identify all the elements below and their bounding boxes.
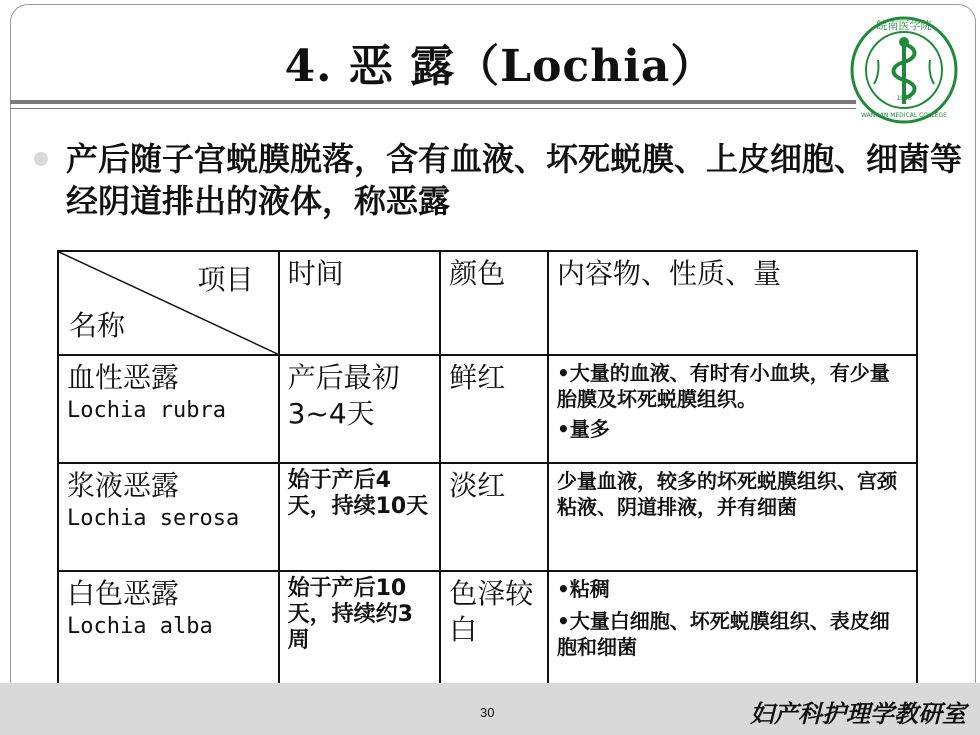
time-cell: 始于产后10天，持续约3周 [279, 571, 441, 687]
intro-text: 产后随子宫蜕膜脱落，含有血液、坏死蜕膜、上皮细胞、细菌等经阴道排出的液体，称恶露 [66, 140, 963, 220]
name-en: Lochia serosa [67, 506, 240, 531]
header-time: 时间 [279, 251, 441, 355]
header-item: 项目 [197, 263, 254, 296]
name-cell [58, 571, 279, 687]
name-cell [58, 355, 279, 463]
page-number: 30 [480, 705, 495, 720]
content-line: •量多 [557, 417, 610, 441]
time-cell: 始于产后4天，持续10天 [279, 463, 441, 571]
content-cell [548, 355, 917, 463]
name-cn: 血性恶露 [67, 361, 180, 394]
footer-department: 妇产科护理学教研室 [750, 700, 966, 728]
name-en: Lochia alba [67, 614, 213, 639]
name-cn: 白色恶露 [67, 577, 180, 610]
name-cell [58, 463, 279, 571]
content-line: •大量白细胞、坏死蜕膜组织、表皮细胞和细菌 [557, 609, 890, 659]
content-line: •大量的血液、有时有小血块，有少量胎膜及坏死蜕膜组织。 [557, 361, 890, 411]
header-color: 颜色 [440, 251, 548, 355]
title-rule-thick [10, 100, 856, 104]
header-content: 内容物、性质、量 [548, 251, 917, 355]
header-diagonal-cell [58, 251, 279, 355]
color-cell: 鲜红 [440, 355, 548, 463]
lochia-table [57, 250, 918, 688]
color-cell: 色泽较白 [440, 571, 548, 687]
table-row [58, 463, 917, 571]
table-row [58, 571, 917, 687]
content-line: •粘稠 [557, 577, 610, 601]
college-logo [848, 14, 960, 126]
header-name: 名称 [69, 309, 126, 342]
name-en: Lochia rubra [67, 398, 226, 423]
logo-bottom-text: WANNAN MEDICAL COLLEGE [861, 112, 947, 119]
content-line: 少量血液，较多的坏死蜕膜组织、宫颈粘液、阴道排液，并有细菌 [557, 469, 898, 519]
table-row [58, 355, 917, 463]
slide-title: 4. 恶 露（Lochia） [284, 41, 716, 92]
content-cell [548, 463, 917, 571]
logo-year: 1958 [896, 95, 912, 102]
table-header-row [58, 251, 917, 355]
bullet-dot [34, 152, 48, 166]
title-rule-thin [10, 108, 856, 109]
content-cell [548, 571, 917, 687]
name-cn: 浆液恶露 [67, 469, 180, 502]
logo-top-text: 皖南医学院 [876, 19, 932, 32]
time-cell: 产后最初3~4天 [279, 355, 441, 463]
color-cell: 淡红 [440, 463, 548, 571]
